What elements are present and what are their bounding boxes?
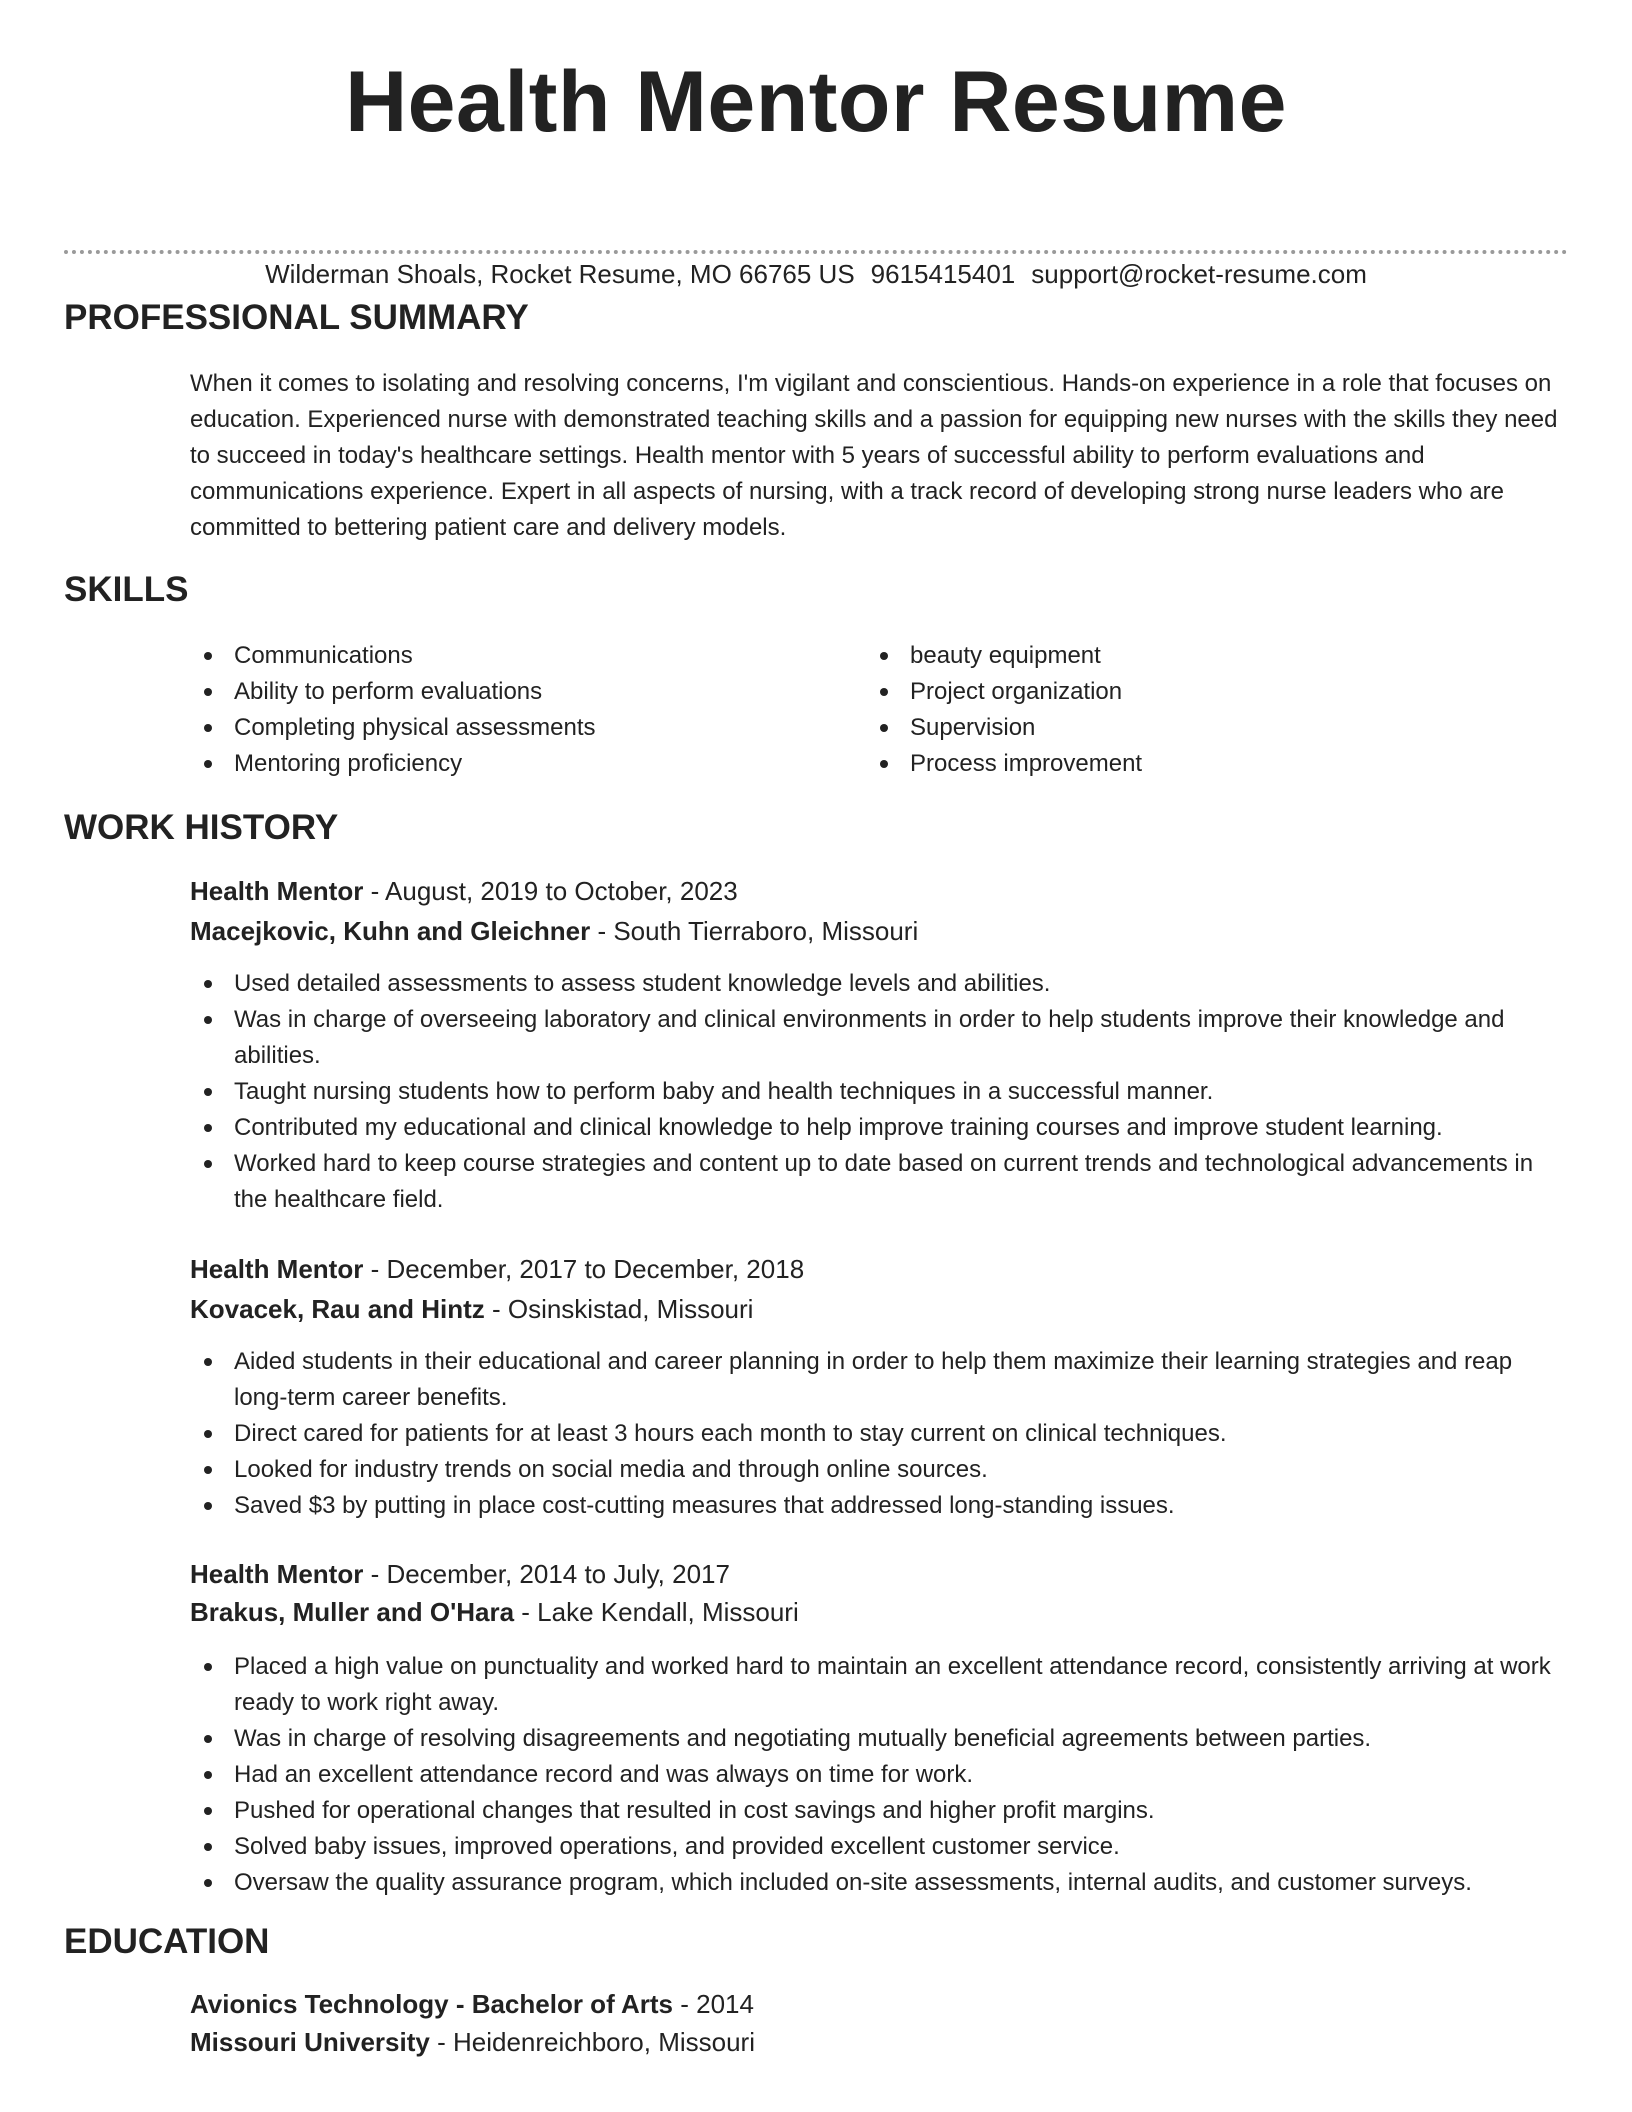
skill-item: Completing physical assessments: [190, 710, 830, 746]
list-item: Had an excellent attendance record and was always on time for work.: [190, 1757, 1568, 1793]
contact-email[interactable]: support@rocket-resume.com: [1031, 259, 1367, 289]
skills-list-left: [190, 638, 830, 782]
education-year: - 2014: [673, 1989, 754, 2019]
job-title: Health Mentor: [190, 876, 364, 906]
list-item: Was in charge of overseeing laboratory and clinical environments in order to help students improve their knowledge and abilities.: [190, 1002, 1568, 1074]
skill-item: beauty equipment: [866, 638, 1506, 674]
job-company: Kovacek, Rau and Hintz: [190, 1294, 485, 1324]
list-item: Solved baby issues, improved operations, and provided excellent customer service.: [190, 1829, 1568, 1865]
list-item: Was in charge of resolving disagreements and negotiating mutually beneficial agreements between parties.: [190, 1721, 1568, 1757]
list-item: Looked for industry trends on social media and through online sources.: [190, 1452, 1568, 1488]
education-location: - Heidenreichboro, Missouri: [429, 2027, 755, 2057]
job-bullets: [190, 1344, 1568, 1524]
list-item: Aided students in their educational and career planning in order to help them maximize their learning strategies and reap long-term career benefits.: [190, 1344, 1568, 1416]
contact-line: [0, 258, 1632, 290]
education-degree-line: [190, 1985, 1568, 2023]
job-company-line: [190, 912, 1568, 950]
skill-item: Mentoring proficiency: [190, 746, 830, 782]
job-dates: - December, 2014 to July, 2017: [363, 1559, 730, 1589]
header-divider: [64, 250, 1568, 254]
skill-item: Project organization: [866, 674, 1506, 710]
skill-item: Ability to perform evaluations: [190, 674, 830, 710]
education-school-line: [190, 2023, 1568, 2061]
list-item: Worked hard to keep course strategies and content up to date based on current trends and technological advancements in the healthcare field.: [190, 1146, 1568, 1218]
work-heading: WORK HISTORY: [64, 808, 339, 847]
job-title-line: [190, 1250, 1568, 1288]
job-title-line: [190, 1555, 1568, 1593]
summary-text: When it comes to isolating and resolving concerns, I'm vigilant and conscientious. Hands-on experience in a role that focuses on education. Experienced nurse with demonstrated teaching skills and a passion for equipping new nurses with the skills they need to succeed in today's healthcare settings. Health mentor with 5 years of successful ability to perform evaluations and communications experience. Expert in all aspects of nursing, with a track record of developing strong nurse leaders who are committed to bettering patient care and delivery models.: [190, 370, 1558, 541]
skill-item: Supervision: [866, 710, 1506, 746]
list-item: Direct cared for patients for at least 3 hours each month to stay current on clinical techniques.: [190, 1416, 1568, 1452]
skill-item: Process improvement: [866, 746, 1506, 782]
contact-address: Wilderman Shoals, Rocket Resume, MO 66765 US: [265, 259, 855, 289]
job-company: Macejkovic, Kuhn and Gleichner: [190, 916, 591, 946]
resume-title: Health Mentor Resume: [345, 54, 1287, 150]
job-location: - Lake Kendall, Missouri: [514, 1597, 799, 1627]
contact-phone: 9615415401: [870, 259, 1016, 289]
job-title: Health Mentor: [190, 1559, 364, 1589]
summary-heading: PROFESSIONAL SUMMARY: [64, 298, 529, 337]
job-title-line: [190, 872, 1568, 910]
job-dates: - December, 2017 to December, 2018: [363, 1254, 805, 1284]
skills-heading: SKILLS: [64, 570, 189, 609]
list-item: Saved $3 by putting in place cost-cutting measures that addressed long-standing issues.: [190, 1488, 1568, 1524]
list-item: Contributed my educational and clinical knowledge to help improve training courses and improve student learning.: [190, 1110, 1568, 1146]
job-dates: - August, 2019 to October, 2023: [363, 876, 738, 906]
education-school: Missouri University: [190, 2027, 430, 2057]
skills-list-right: [866, 638, 1506, 782]
job-bullets: [190, 966, 1568, 1218]
education-degree: Avionics Technology - Bachelor of Arts: [190, 1989, 673, 2019]
list-item: Taught nursing students how to perform baby and health techniques in a successful manner.: [190, 1074, 1568, 1110]
job-company: Brakus, Muller and O'Hara: [190, 1597, 515, 1627]
job-bullets: [190, 1649, 1568, 1901]
list-item: Pushed for operational changes that resulted in cost savings and higher profit margins.: [190, 1793, 1568, 1829]
skill-item: Communications: [190, 638, 830, 674]
list-item: Oversaw the quality assurance program, which included on-site assessments, internal audits, and customer surveys.: [190, 1865, 1568, 1901]
job-title: Health Mentor: [190, 1254, 364, 1284]
job-company-line: [190, 1290, 1568, 1328]
education-heading: EDUCATION: [64, 1922, 270, 1961]
list-item: Placed a high value on punctuality and worked hard to maintain an excellent attendance record, consistently arriving at work ready to work right away.: [190, 1649, 1568, 1721]
list-item: Used detailed assessments to assess student knowledge levels and abilities.: [190, 966, 1568, 1002]
job-company-line: [190, 1593, 1568, 1631]
job-location: - Osinskistad, Missouri: [484, 1294, 754, 1324]
job-location: - South Tierraboro, Missouri: [590, 916, 919, 946]
